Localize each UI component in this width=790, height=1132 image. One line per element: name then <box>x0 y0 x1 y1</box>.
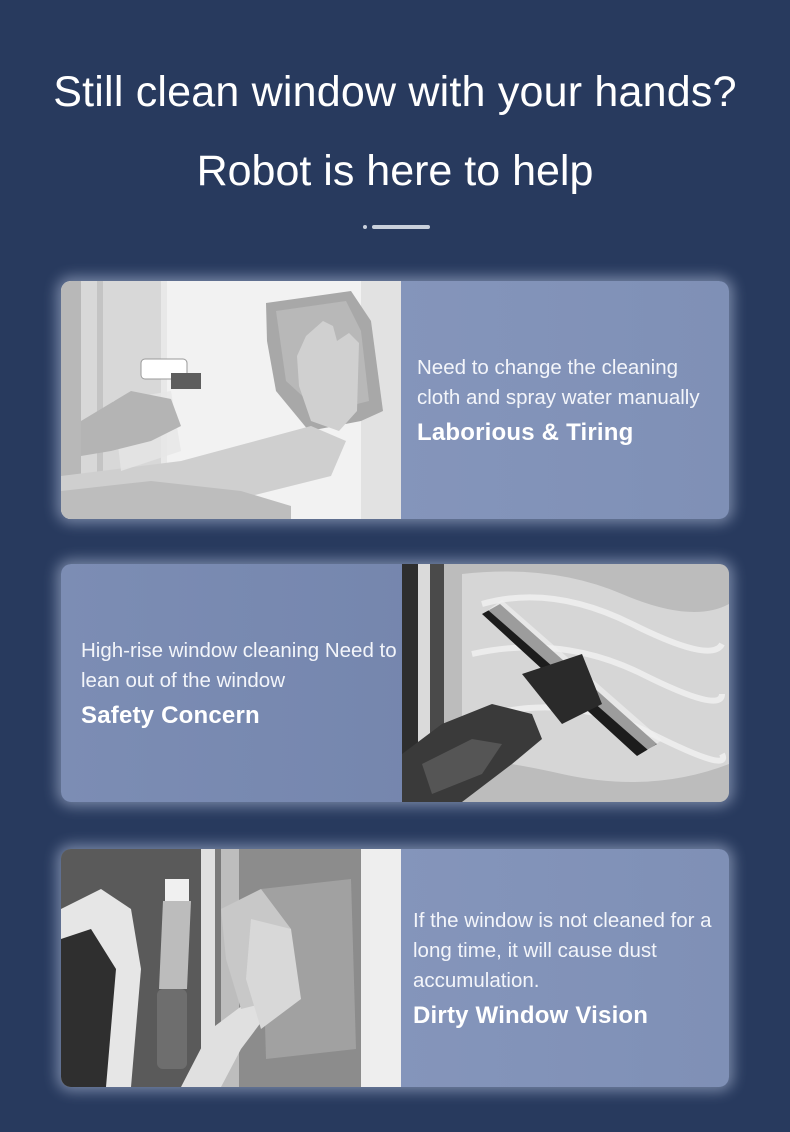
divider-bar <box>372 225 430 229</box>
card-text <box>81 564 401 802</box>
card-text <box>413 849 725 1087</box>
subheadline: Robot is here to help <box>196 147 594 195</box>
card-description: If the window is not cleaned for a long time, it will cause dust accumulation. <box>413 909 712 992</box>
card-text <box>417 281 722 519</box>
card-title: Safety Concern <box>81 702 260 729</box>
pain-point-card-laborious <box>61 281 729 519</box>
card-title: Dirty Window Vision <box>413 1002 649 1029</box>
card-description: High-rise window cleaning Need to lean out of the window <box>81 639 397 692</box>
hand-wiping-window-photo <box>61 281 401 519</box>
divider-dot <box>363 225 367 229</box>
person-wiping-window-photo <box>61 849 401 1087</box>
pain-point-card-dirty-window <box>61 849 729 1087</box>
pain-point-card-safety <box>61 564 729 802</box>
squeegee-window-photo <box>402 564 729 802</box>
title-divider <box>363 224 433 230</box>
card-title: Laborious & Tiring <box>417 419 634 446</box>
headline: Still clean window with your hands? <box>53 68 737 116</box>
card-description: Need to change the cleaning cloth and spray water manually <box>417 356 700 409</box>
